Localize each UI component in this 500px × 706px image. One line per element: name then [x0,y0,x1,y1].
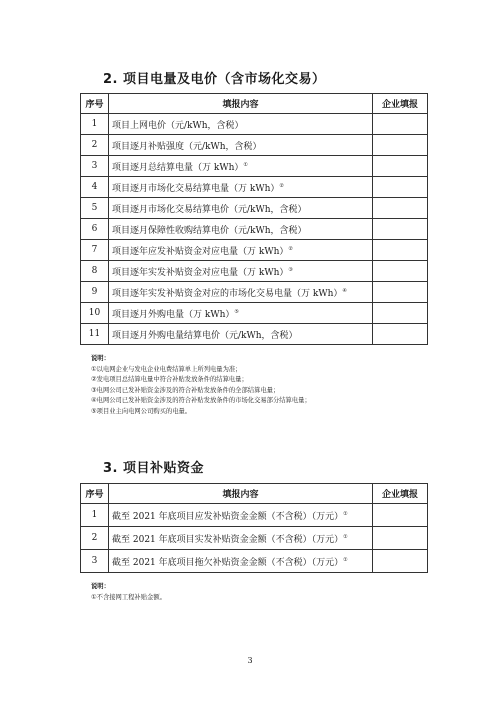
header-enterprise-fill: 企业填报 [373,484,428,504]
table-row [81,219,428,240]
table-row [81,240,428,261]
row-content-text: 项目逐月补贴强度（元/kWh，含税） [112,141,262,152]
header-serial-no: 序号 [81,94,109,114]
enterprise-fill-cell[interactable] [373,261,428,282]
row-content-text: 项目上网电价（元/kWh，含税） [112,120,244,131]
table-header-row [81,94,428,114]
footnote-marker: ① [343,556,348,563]
row-serial-no: 3 [81,156,109,177]
note-line: ①不含接网工程补贴金额。 [91,593,166,601]
enterprise-fill-cell[interactable] [373,240,428,261]
row-serial-no: 6 [81,219,109,240]
note-line: ②发电项目总结算电量中符合补贴发放条件的结算电量； [91,376,248,384]
enterprise-fill-cell[interactable] [373,282,428,303]
row-serial-no: 2 [81,527,109,550]
table-row [81,198,428,219]
row-content [109,550,373,573]
row-serial-no: 11 [81,324,109,345]
header-enterprise-fill: 企业填报 [373,94,428,114]
row-content [109,504,373,527]
row-content-text: 项目逐月总结算电量（万 kWh） [112,162,244,173]
footnote-marker: ③ [288,266,293,273]
enterprise-fill-cell[interactable] [373,219,428,240]
row-content-text: 截至 2021 年底项目应发补贴资金金额（不含税）（万元） [112,511,344,522]
subsidy-funds-table [80,483,428,573]
table-row [81,550,428,573]
row-content [109,324,373,345]
footnote-marker: ① [343,510,348,517]
row-serial-no: 8 [81,261,109,282]
header-content: 填报内容 [109,484,373,504]
footnote-marker: ① [343,533,348,540]
row-content-text: 项目逐月外购电量结算电价（元/kWh，含税） [112,330,298,341]
row-content [109,303,373,324]
enterprise-fill-cell[interactable] [373,156,428,177]
row-content [109,114,373,135]
section-2-notes [91,354,311,418]
row-serial-no: 5 [81,198,109,219]
row-serial-no: 1 [81,114,109,135]
section-3-title: 3. 项目补贴资金 [103,461,205,476]
row-serial-no: 2 [81,135,109,156]
notes-label: 说明： [91,355,110,362]
footnote-marker: ② [288,245,293,252]
note-line: ③电网公司已发补贴资金涉及的符合补贴发放条件的全部结算电量； [91,386,280,394]
header-content: 填报内容 [109,94,373,114]
page-number: 3 [247,656,253,665]
footnote-marker: ⑤ [234,308,239,315]
row-content [109,282,373,303]
row-content-text: 项目逐月市场化交易结算电量（万 kWh） [112,183,280,194]
enterprise-fill-cell[interactable] [373,550,428,573]
row-content [109,156,373,177]
table-row [81,504,428,527]
footnote-marker: ② [279,182,284,189]
table-row [81,261,428,282]
row-content-text: 项目逐月市场化交易结算电价（元/kWh，含税） [112,204,307,215]
row-content-text: 截至 2021 年底项目实发补贴资金金额（不含税）（万元） [112,534,344,545]
row-serial-no: 9 [81,282,109,303]
row-content [109,135,373,156]
row-serial-no: 4 [81,177,109,198]
row-content-text: 截至 2021 年底项目拖欠补贴资金金额（不含税）（万元） [112,557,344,568]
section-3-notes [91,582,166,603]
header-serial-no: 序号 [81,484,109,504]
table-header-row [81,484,428,504]
table-row [81,177,428,198]
footnote-marker: ① [243,161,248,168]
enterprise-fill-cell[interactable] [373,177,428,198]
enterprise-fill-cell[interactable] [373,504,428,527]
row-content [109,261,373,282]
electricity-price-table [80,93,428,345]
row-content-text: 项目逐月外购电量（万 kWh） [112,309,235,320]
row-content-text: 项目逐年应发补贴资金对应电量（万 kWh） [112,246,289,257]
enterprise-fill-cell[interactable] [373,114,428,135]
table-row [81,282,428,303]
row-content [109,527,373,550]
note-line: ④电网公司已发补贴资金涉及的符合补贴发放条件的市场化交易部分结算电量； [91,397,311,405]
table-row [81,303,428,324]
enterprise-fill-cell[interactable] [373,324,428,345]
row-serial-no: 10 [81,303,109,324]
note-line: ⑤项目业主向电网公司购买的电量。 [91,407,192,415]
table-row [81,156,428,177]
row-content-text: 项目逐年实发补贴资金对应电量（万 kWh） [112,267,289,278]
table-row [81,114,428,135]
section-2-title: 2. 项目电量及电价（含市场化交易） [103,72,326,87]
row-content [109,219,373,240]
table-row [81,135,428,156]
enterprise-fill-cell[interactable] [373,198,428,219]
footnote-marker: ④ [342,287,347,294]
enterprise-fill-cell[interactable] [373,303,428,324]
note-line: ①以电网企业与发电企业电费结算单上所列电量为准； [91,365,242,373]
row-content-text: 项目逐月保障性收购结算电价（元/kWh，含税） [112,225,307,236]
row-serial-no: 3 [81,550,109,573]
enterprise-fill-cell[interactable] [373,527,428,550]
row-serial-no: 1 [81,504,109,527]
row-content [109,177,373,198]
table-row [81,324,428,345]
row-serial-no: 7 [81,240,109,261]
notes-label: 说明： [91,583,110,590]
table-row [81,527,428,550]
row-content-text: 项目逐年实发补贴资金对应的市场化交易电量（万 kWh） [112,288,343,299]
enterprise-fill-cell[interactable] [373,135,428,156]
row-content [109,240,373,261]
row-content [109,198,373,219]
